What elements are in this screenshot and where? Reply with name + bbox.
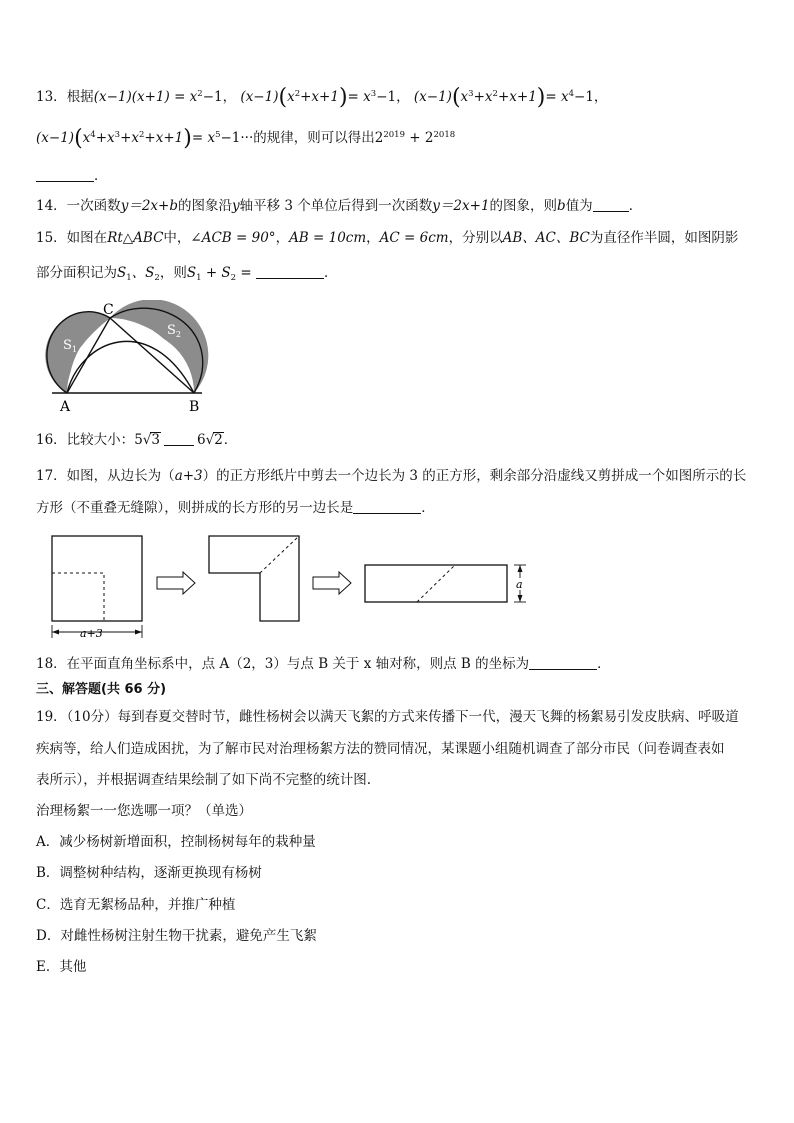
period: ． <box>223 432 238 448</box>
math-part: + <box>205 265 218 281</box>
math-part: −1， <box>202 89 237 105</box>
math-expression: AB、AC、BC <box>502 230 590 246</box>
answer-blank[interactable] <box>593 197 629 212</box>
question-19-line-2: 疾病等，给人们造成困扰，为了解市民对治理杨絮方法的赞同情况，某课题小组随机调查了部分市民（问卷调查表如 <box>36 741 725 757</box>
math-part: x <box>82 130 91 146</box>
question-text: 部分面积记为 <box>36 265 117 281</box>
l-shape-dashed-cut <box>260 536 299 573</box>
survey-option-c: C．选育无絮杨品种，并推广种植 <box>36 897 236 913</box>
radicand: 2 <box>214 432 223 448</box>
survey-option-b: B．调整树种结构，逐渐更换现有杨树 <box>36 865 262 881</box>
math-part: (x−1) <box>413 89 452 105</box>
math-expression: a+3 <box>174 468 203 484</box>
dimension-arrow-left <box>52 630 59 635</box>
question-text: 14．一次函数 <box>36 198 121 214</box>
label-c: C <box>103 302 114 318</box>
question-17-line-2 <box>36 498 435 518</box>
question-text: 16．比较大小： <box>36 432 135 448</box>
label-b: B <box>189 399 200 415</box>
period: ． <box>628 198 643 214</box>
math-part: = x <box>191 130 216 146</box>
math-expression: AC = 6cm <box>379 230 449 246</box>
question-text: 值为 <box>565 198 593 214</box>
question-text: 方形（不重叠无缝隙），则拼成的长方形的另一边长是 <box>36 500 354 516</box>
math-part: −1， <box>574 89 608 105</box>
original-square <box>52 536 142 621</box>
answer-blank[interactable] <box>353 499 421 514</box>
question-text: 17．如图，从边长为（ <box>36 468 175 484</box>
math-part: (x−1) <box>240 89 279 105</box>
math-part: +x <box>95 130 115 146</box>
math-part: (x−1) <box>36 130 75 146</box>
survey-option-d: D．对雌性杨树注射生物干扰素，避免产生飞絮 <box>36 928 317 944</box>
question-text: 18．在平面直角坐标系中，点 A（2，3）与点 B 关于 x 轴对称，则点 B 的坐标为 <box>36 656 530 672</box>
math-expression: $(x-1)(x^3+x^2+x+1)= x^4-1$， <box>413 85 608 110</box>
period: ． <box>597 656 611 672</box>
math-expression: b <box>557 198 566 214</box>
math-part: = x <box>545 89 569 105</box>
label-s2-subscript: 2 <box>175 330 181 339</box>
math-part: 2 <box>374 130 384 146</box>
question-text: 根据 <box>66 89 94 105</box>
transform-arrow-2 <box>313 572 351 594</box>
rectangle-dashed-seam <box>417 565 455 602</box>
math-coefficient: 5 <box>134 432 143 448</box>
math-expression: y <box>231 198 240 214</box>
math-part: x <box>287 89 295 105</box>
question-text: ，则 <box>159 265 187 281</box>
answer-blank[interactable] <box>36 167 94 182</box>
question-15-line-1: 15．如图在Rt△ABC中，∠ACB = 90°，AB = 10cm，AC = 6cm，分别以AB、AC、BC为直径作半圆，如图阴影 <box>36 230 739 246</box>
cut-line-dashed <box>52 573 104 621</box>
math-part: = <box>240 265 252 281</box>
dimension-arrow-right <box>135 630 142 635</box>
sum-expression <box>375 130 405 146</box>
question-text: 15．如图在 <box>36 230 108 246</box>
label-s1-subscript: 1 <box>71 345 77 354</box>
math-part: +x+1 <box>300 89 339 105</box>
math-expression: $(x-1)(x^2+x+1)= x^3-1$， <box>240 85 410 110</box>
label-s1-letter: S <box>63 338 72 353</box>
survey-option-e: E．其他 <box>36 959 87 975</box>
question-number: 13． <box>36 89 67 105</box>
math-expression: $(x-1)(x+1) = x^2-1$， <box>93 89 237 105</box>
math-expression: y＝2x+b <box>120 198 178 214</box>
question-text: 轴平移 3 个单位后得到一次函数 <box>239 198 433 214</box>
section-3-title: 三、解答题(共 66 分) <box>36 682 167 697</box>
question-16: 16．比较大小：5√3 6√2． <box>36 432 238 448</box>
math-expression: Rt△ABC <box>107 230 164 246</box>
math-coefficient: 6 <box>196 432 206 448</box>
answer-blank[interactable] <box>256 264 324 279</box>
question-18 <box>36 654 611 674</box>
question-19-line-3: 表所示），并根据调查结果绘制了如下尚不完整的统计图. <box>36 772 372 788</box>
question-15-line-2 <box>36 263 338 283</box>
math-expression: $S_1$、$S_2$ <box>117 265 160 283</box>
semicircles-figure <box>40 300 220 418</box>
period: ． <box>421 500 435 516</box>
question-13-line-2: $(x-1)(x^4+x^3+x^2+x+1)= x^5-1\cdot\cdot\cdot$的规律，则可以得出$2^{2019} + 2^{2018}$ <box>36 126 456 151</box>
math-exponent: 2018 <box>433 130 456 140</box>
side-arrow-top <box>518 565 523 572</box>
math-exponent: 2019 <box>383 130 405 140</box>
math-part: +x <box>120 130 139 146</box>
math-expression: $S_1 + S_2$ = <box>186 265 252 283</box>
math-part: 2 <box>424 130 434 146</box>
math-part: S <box>145 265 155 281</box>
survey-question: 治理杨絮一一您选哪一项？（单选） <box>36 803 252 819</box>
math-part: −1， <box>376 89 410 105</box>
side-label-a: a <box>516 578 523 591</box>
question-text: −1···的规律，则可以得出 <box>220 130 375 146</box>
dimension-label-a-plus-3: a+3 <box>80 627 103 640</box>
math-part: +x+1 <box>144 130 184 146</box>
math-expression: y＝2x+1 <box>432 198 490 214</box>
survey-option-a: A．减少杨树新增面积，控制杨树每年的栽种量 <box>36 834 316 850</box>
question-17-line-1 <box>36 466 746 486</box>
math-part: S <box>221 265 231 281</box>
math-part: +x <box>473 89 493 105</box>
question-13-answer-line <box>36 166 108 186</box>
l-shaped-remainder <box>209 536 299 621</box>
question-14 <box>36 196 642 216</box>
side-arrow-bottom <box>518 595 523 602</box>
question-13-line-1 <box>36 87 607 108</box>
math-part: S <box>186 265 197 281</box>
math-part: x <box>460 89 469 105</box>
question-text: 的图象沿 <box>177 198 232 214</box>
math-expression: ∠ACB = 90° <box>190 230 276 246</box>
math-part: S <box>117 265 127 281</box>
question-text: ，分别以 <box>448 230 503 246</box>
math-expression: $(x-1)(x^4+x^3+x^2+x+1)= x^5$ <box>36 126 221 151</box>
question-text: 中， <box>163 230 191 246</box>
square-cut-figure <box>40 528 540 646</box>
math-expression: AB = 10cm <box>289 230 367 246</box>
period: ． <box>94 168 108 184</box>
transform-arrow-1 <box>157 572 195 594</box>
math-part: = x <box>347 89 371 105</box>
radicand: 3 <box>151 432 160 448</box>
answer-blank[interactable] <box>529 655 597 670</box>
label-a: A <box>60 399 71 415</box>
math-part: (x−1)(x+1) = x <box>93 89 198 105</box>
label-s2-letter: S <box>167 323 176 338</box>
question-text: 为直径作半圆，如图阴影 <box>589 230 739 246</box>
question-text: 的图象，则 <box>489 198 558 214</box>
math-part: +x+1 <box>497 89 537 105</box>
question-19-line-1: 19．（10分）每到春夏交替时节，雌性杨树会以满天飞絮的方式来传播下一代，漫天飞舞的杨絮易引发皮肤病、呼吸道 <box>36 709 739 725</box>
question-text: ）的正方形纸片中剪去一个边长为 3 的正方形，剩余部分沿虚线又剪拼成一个如图所示的长 <box>202 468 747 484</box>
answer-blank[interactable] <box>164 431 194 446</box>
period: ． <box>324 265 338 281</box>
